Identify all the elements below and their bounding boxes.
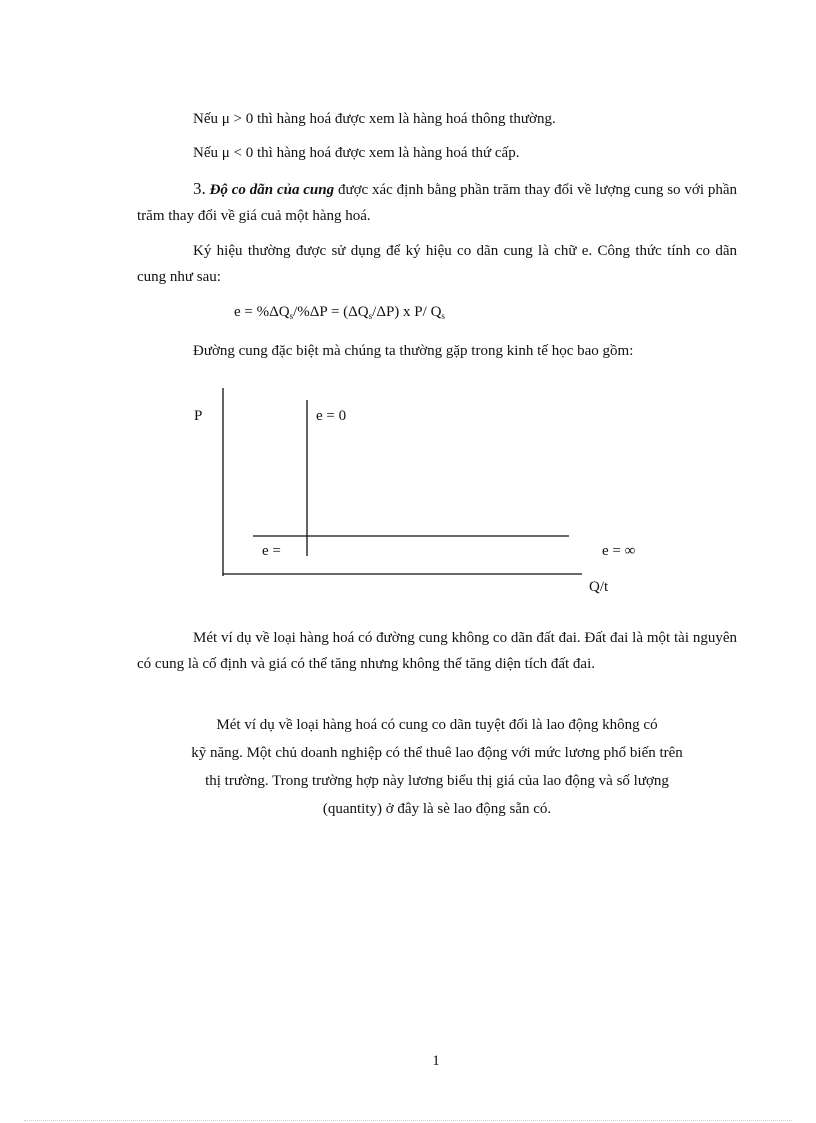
horizontal-curve-right-label: e = ∞ xyxy=(602,543,636,559)
curves-intro-line: Đường cung đặc biệt mà chúng ta thường gặp trong kinh tế học bao gồm: xyxy=(193,343,634,359)
section-body: được xác định bằng phần trăm thay đổi về lượng cung so với phần trăm thay đổi về giá cuả một hàng hoá. xyxy=(137,182,737,224)
graph-svg xyxy=(150,380,670,610)
vertical-curve-label: e = 0 xyxy=(316,408,347,424)
horizontal-curve-left-label: e = xyxy=(262,543,281,559)
page-bottom-rule xyxy=(24,1120,792,1121)
section-number: 3. xyxy=(193,179,206,198)
normal-good-line: Nếu μ > 0 thì hàng hoá được xem là hàng hoá thông thường. xyxy=(193,111,556,127)
formula-part-c: /ΔP) x P/ Q xyxy=(372,304,442,320)
formula-part-b: /%ΔP = (ΔQ xyxy=(293,304,369,320)
formula-sub-1: s xyxy=(289,311,294,321)
symbol-paragraph: Ký hiệu thường được sử dụng để ký hiệu co dãn cung là chữ e. Công thức tính co dãn cung như sau: xyxy=(137,243,737,285)
section-3-paragraph xyxy=(137,176,737,229)
elasticity-formula xyxy=(234,299,445,329)
land-paragraph: Mét ví dụ về loại hàng hoá có đường cung không co dãn đất đai. Đất đai là một tài nguyên có cung là cố định và giá có thể tăng nhưng không thể tăng diện tích đất đai. xyxy=(137,630,737,672)
formula-sub-2: s xyxy=(368,311,373,321)
labor-line-4: (quantity) ở đây là sè lao động sẵn có. xyxy=(322,801,552,817)
page-number: 1 xyxy=(432,1053,440,1069)
formula-sub-3: s xyxy=(441,311,445,321)
labor-line-2: kỹ năng. Một chủ doanh nghiệp có thể thuê lao động với mức lương phổ biến trên xyxy=(191,745,683,761)
labor-line-1: Mét ví dụ về loại hàng hoá có cung co dãn tuyệt đối là lao động không có xyxy=(216,717,658,733)
section-heading: Độ co dãn của cung xyxy=(209,182,335,198)
formula-part-a: e = %ΔQ xyxy=(234,304,290,320)
supply-curves-graph xyxy=(150,380,670,610)
labor-line-3: thị trường. Trong trường hợp này lương biểu thị giá của lao động và số lượng xyxy=(205,773,669,789)
y-axis-label: P xyxy=(194,408,203,424)
inferior-good-line: Nếu μ < 0 thì hàng hoá được xem là hàng hoá thứ cấp. xyxy=(193,145,520,161)
x-axis-label: Q/t xyxy=(589,579,609,595)
